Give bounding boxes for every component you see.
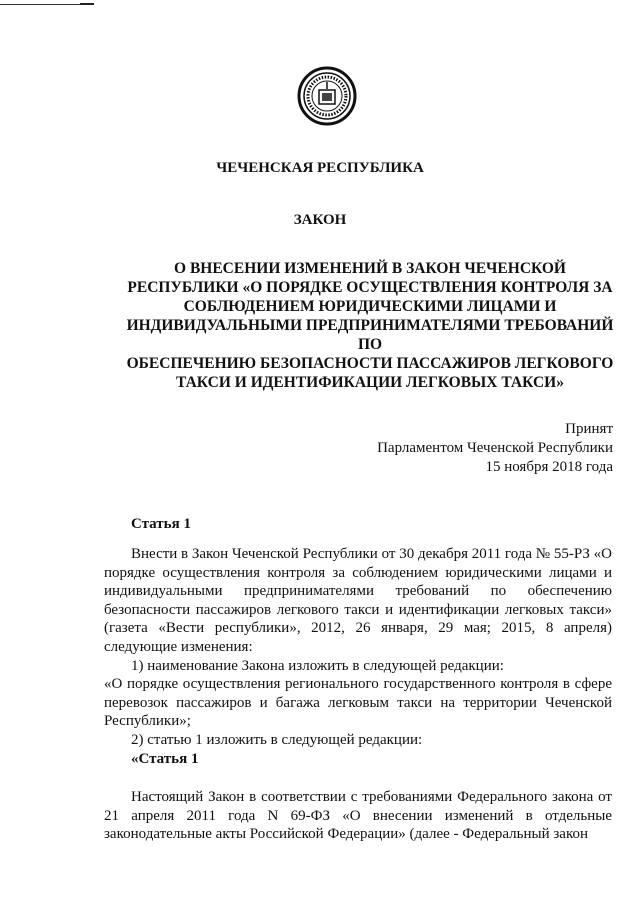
scan-artifact-mark [80,3,94,5]
article-title: Статья 1 [131,516,191,532]
heading-line: ОБЕСПЕЧЕНИЮ БЕЗОПАСНОСТИ ПАССАЖИРОВ ЛЕГКОВОГО [126,355,614,372]
article-body [104,545,612,844]
region-title: ЧЕЧЕНСКАЯ РЕСПУБЛИКА [216,160,424,176]
quoted-article-title: «Статья 1 [131,750,199,767]
paragraph: Настоящий Закон в соответствии с требованиями Федерального закона от 21 апреля 2011 года N 69-ФЗ «О внесении изменений в отдельные законодательные акты Российской Федерации» (далее - Федеральный закон [104,789,612,843]
coat-of-arms-emblem-icon [297,66,357,126]
adoption-date: 15 ноября 2018 года [485,459,613,475]
heading-line: РЕСПУБЛИКИ «О ПОРЯДКЕ ОСУЩЕСТВЛЕНИЯ КОНТРОЛЯ ЗА [127,279,613,296]
adoption-block [377,420,613,477]
heading-line: О ВНЕСЕНИИ ИЗМЕНЕНИЙ В ЗАКОН ЧЕЧЕНСКОЙ [174,260,566,277]
heading-line: ТАКСИ И ИДЕНТИФИКАЦИИ ЛЕГКОВЫХ ТАКСИ» [176,374,564,391]
adoption-body: Парламентом Чеченской Республики [377,440,613,456]
paragraph: Внести в Закон Чеченской Республики от 30 декабря 2011 года № 55-РЗ «О порядке осуществления контроля за соблюдением юридическими лицами и индивидуальными предпринимателями требований по обеспечению безопасности пассажиров легкового такси и идентификации легковых такси» (газета «Вести республики», 2012, 26 января, 29 мая; 2015, 8 апреля) следующие изменения: [104,546,612,655]
paragraph: «О порядке осуществления регионального государственного контроля в сфере перевозок пассажиров и багажа легковым такси на территории Чеченской Республики»; [104,676,612,730]
list-item: 2) статью 1 изложить в следующей редакции: [131,731,423,748]
document-type: ЗАКОН [293,212,347,228]
scan-artifact-line [0,4,90,5]
heading-line: СОБЛЮДЕНИЕМ ЮРИДИЧЕСКИМИ ЛИЦАМИ И [183,298,557,315]
list-item: 1) наименование Закона изложить в следующей редакции: [131,657,504,674]
heading-line: ИНДИВИДУАЛЬНЫМИ ПРЕДПРИНИМАТЕЛЯМИ ТРЕБОВАНИЙ ПО [126,317,614,353]
law-heading [120,259,620,392]
adoption-label: Принят [565,421,613,437]
